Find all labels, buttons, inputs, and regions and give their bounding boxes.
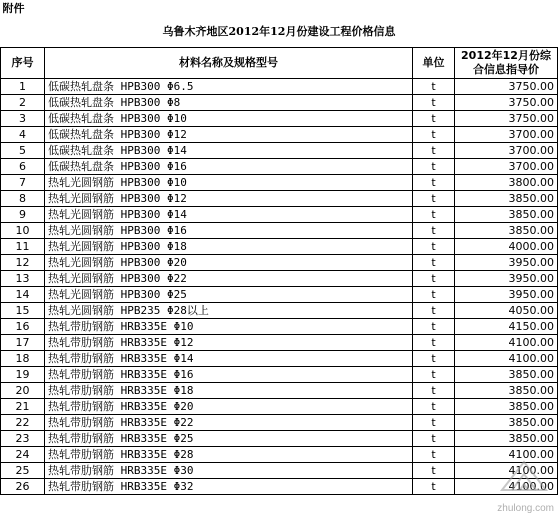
row-number[interactable]: 14 xyxy=(1,287,45,303)
row-number[interactable]: 1 xyxy=(1,79,45,95)
row-number[interactable]: 23 xyxy=(1,431,45,447)
header-name[interactable]: 材料名称及规格型号 xyxy=(45,48,413,79)
table-row xyxy=(1,271,558,287)
unit-cell[interactable]: t xyxy=(413,143,455,159)
unit-cell[interactable]: t xyxy=(413,255,455,271)
row-number[interactable]: 4 xyxy=(1,127,45,143)
title-row xyxy=(1,17,558,48)
material-name-cell[interactable]: 低碳热轧盘条 HPB300 Φ12 xyxy=(45,127,413,143)
price-cell[interactable]: 3850.00 xyxy=(455,415,558,431)
row-number[interactable]: 21 xyxy=(1,399,45,415)
table-row xyxy=(1,287,558,303)
material-name-cell[interactable]: 热轧带肋钢筋 HRB335E Φ10 xyxy=(45,319,413,335)
table-row xyxy=(1,207,558,223)
price-cell[interactable]: 3850.00 xyxy=(455,207,558,223)
table-row xyxy=(1,159,558,175)
unit-cell[interactable]: t xyxy=(413,383,455,399)
table-row xyxy=(1,367,558,383)
row-number[interactable]: 18 xyxy=(1,351,45,367)
unit-cell[interactable]: t xyxy=(413,415,455,431)
unit-cell[interactable]: t xyxy=(413,271,455,287)
price-cell[interactable]: 4100.00 xyxy=(455,335,558,351)
material-name-cell[interactable]: 低碳热轧盘条 HPB300 Φ14 xyxy=(45,143,413,159)
table-row xyxy=(1,351,558,367)
unit-cell[interactable]: t xyxy=(413,319,455,335)
price-cell[interactable]: 4050.00 xyxy=(455,303,558,319)
row-number[interactable]: 5 xyxy=(1,143,45,159)
material-name-cell[interactable]: 热轧带肋钢筋 HRB335E Φ22 xyxy=(45,415,413,431)
header-unit[interactable]: 单位 xyxy=(413,48,455,79)
material-name-cell[interactable]: 热轧带肋钢筋 HRB335E Φ18 xyxy=(45,383,413,399)
row-number[interactable]: 7 xyxy=(1,175,45,191)
table-row xyxy=(1,255,558,271)
unit-cell[interactable]: t xyxy=(413,159,455,175)
table-row xyxy=(1,319,558,335)
price-cell[interactable]: 3850.00 xyxy=(455,223,558,239)
row-number[interactable]: 22 xyxy=(1,415,45,431)
unit-cell[interactable]: t xyxy=(413,447,455,463)
attachment-label[interactable]: 附件 xyxy=(2,2,25,15)
price-cell[interactable]: 3850.00 xyxy=(455,367,558,383)
unit-cell[interactable]: t xyxy=(413,95,455,111)
row-number[interactable]: 2 xyxy=(1,95,45,111)
unit-cell[interactable]: t xyxy=(413,111,455,127)
price-cell[interactable]: 4100.00 xyxy=(455,479,558,495)
unit-cell[interactable]: t xyxy=(413,399,455,415)
table-row xyxy=(1,239,558,255)
row-number[interactable]: 19 xyxy=(1,367,45,383)
price-cell[interactable]: 3800.00 xyxy=(455,175,558,191)
unit-cell[interactable]: t xyxy=(413,303,455,319)
table-row xyxy=(1,79,558,95)
unit-cell[interactable]: t xyxy=(413,479,455,495)
header-seq[interactable]: 序号 xyxy=(1,48,45,79)
unit-cell[interactable]: t xyxy=(413,287,455,303)
row-number[interactable]: 9 xyxy=(1,207,45,223)
unit-cell[interactable]: t xyxy=(413,239,455,255)
material-name-cell[interactable]: 低碳热轧盘条 HPB300 Φ10 xyxy=(45,111,413,127)
price-cell[interactable]: 4100.00 xyxy=(455,351,558,367)
table-row xyxy=(1,143,558,159)
material-name-cell[interactable]: 热轧带肋钢筋 HRB335E Φ30 xyxy=(45,463,413,479)
unit-cell[interactable]: t xyxy=(413,463,455,479)
table-row xyxy=(1,175,558,191)
unit-cell[interactable]: t xyxy=(413,223,455,239)
unit-cell[interactable]: t xyxy=(413,207,455,223)
material-name-cell[interactable]: 热轧光圆钢筋 HPB300 Φ16 xyxy=(45,223,413,239)
material-name-cell[interactable]: 热轧带肋钢筋 HRB335E Φ28 xyxy=(45,447,413,463)
unit-cell[interactable]: t xyxy=(413,351,455,367)
table-row xyxy=(1,479,558,495)
price-cell[interactable]: 4000.00 xyxy=(455,239,558,255)
material-name-cell[interactable]: 热轧光圆钢筋 HPB300 Φ25 xyxy=(45,287,413,303)
table-row xyxy=(1,399,558,415)
page-title[interactable]: 乌鲁木齐地区2012年12月份建设工程价格信息 xyxy=(162,25,396,38)
material-name-cell[interactable]: 热轧光圆钢筋 HPB300 Φ14 xyxy=(45,207,413,223)
price-cell[interactable]: 3700.00 xyxy=(455,127,558,143)
row-number[interactable]: 20 xyxy=(1,383,45,399)
unit-cell[interactable]: t xyxy=(413,191,455,207)
material-name-cell[interactable]: 低碳热轧盘条 HPB300 Φ6.5 xyxy=(45,79,413,95)
price-cell[interactable]: 3700.00 xyxy=(455,143,558,159)
row-number[interactable]: 25 xyxy=(1,463,45,479)
price-cell[interactable]: 3950.00 xyxy=(455,271,558,287)
table-row xyxy=(1,191,558,207)
material-name-cell[interactable]: 热轧光圆钢筋 HPB300 Φ12 xyxy=(45,191,413,207)
unit-cell[interactable]: t xyxy=(413,175,455,191)
row-number[interactable]: 16 xyxy=(1,319,45,335)
row-number[interactable]: 8 xyxy=(1,191,45,207)
table-row xyxy=(1,303,558,319)
table-row xyxy=(1,415,558,431)
table-row xyxy=(1,463,558,479)
price-cell[interactable]: 4100.00 xyxy=(455,463,558,479)
material-name-cell[interactable]: 热轧带肋钢筋 HRB335E Φ32 xyxy=(45,479,413,495)
material-name-cell[interactable]: 热轧带肋钢筋 HRB335E Φ12 xyxy=(45,335,413,351)
table-row xyxy=(1,335,558,351)
unit-cell[interactable]: t xyxy=(413,127,455,143)
unit-cell[interactable]: t xyxy=(413,335,455,351)
row-number[interactable]: 11 xyxy=(1,239,45,255)
row-number[interactable]: 6 xyxy=(1,159,45,175)
table-row xyxy=(1,383,558,399)
material-name-cell[interactable]: 低碳热轧盘条 HPB300 Φ16 xyxy=(45,159,413,175)
row-number[interactable]: 12 xyxy=(1,255,45,271)
price-cell[interactable]: 3700.00 xyxy=(455,159,558,175)
price-cell[interactable]: 4100.00 xyxy=(455,447,558,463)
attachment-row xyxy=(1,0,558,17)
price-cell[interactable]: 3950.00 xyxy=(455,255,558,271)
unit-cell[interactable]: t xyxy=(413,367,455,383)
material-name-cell[interactable]: 低碳热轧盘条 HPB300 Φ8 xyxy=(45,95,413,111)
row-number[interactable]: 3 xyxy=(1,111,45,127)
material-name-cell[interactable]: 热轧光圆钢筋 HPB300 Φ10 xyxy=(45,175,413,191)
material-name-cell[interactable]: 热轧带肋钢筋 HRB335E Φ20 xyxy=(45,399,413,415)
table-row xyxy=(1,95,558,111)
price-cell[interactable]: 3750.00 xyxy=(455,79,558,95)
price-cell[interactable]: 3850.00 xyxy=(455,431,558,447)
table-row xyxy=(1,431,558,447)
material-name-cell[interactable]: 热轧带肋钢筋 HRB335E Φ16 xyxy=(45,367,413,383)
price-cell[interactable]: 4150.00 xyxy=(455,319,558,335)
table-row xyxy=(1,447,558,463)
row-number[interactable]: 26 xyxy=(1,479,45,495)
price-cell[interactable]: 3750.00 xyxy=(455,111,558,127)
header-row xyxy=(1,48,558,79)
row-number[interactable]: 15 xyxy=(1,303,45,319)
price-cell[interactable]: 3850.00 xyxy=(455,399,558,415)
unit-cell[interactable]: t xyxy=(413,431,455,447)
price-cell[interactable]: 3850.00 xyxy=(455,383,558,399)
watermark-text: zhulong.com xyxy=(497,503,554,514)
price-cell[interactable]: 3950.00 xyxy=(455,287,558,303)
row-number[interactable]: 24 xyxy=(1,447,45,463)
material-name-cell[interactable]: 热轧光圆钢筋 HPB300 Φ20 xyxy=(45,255,413,271)
table-row xyxy=(1,127,558,143)
table-row xyxy=(1,223,558,239)
header-price[interactable]: 2012年12月份综合信息指导价 xyxy=(455,48,558,79)
material-name-cell[interactable]: 热轧光圆钢筋 HPB235 Φ28以上 xyxy=(45,303,413,319)
row-number[interactable]: 10 xyxy=(1,223,45,239)
material-name-cell[interactable]: 热轧光圆钢筋 HPB300 Φ18 xyxy=(45,239,413,255)
table-row xyxy=(1,111,558,127)
row-number[interactable]: 13 xyxy=(1,271,45,287)
material-name-cell[interactable]: 热轧带肋钢筋 HRB335E Φ14 xyxy=(45,351,413,367)
material-name-cell[interactable]: 热轧带肋钢筋 HRB335E Φ25 xyxy=(45,431,413,447)
row-number[interactable]: 17 xyxy=(1,335,45,351)
material-name-cell[interactable]: 热轧光圆钢筋 HPB300 Φ22 xyxy=(45,271,413,287)
unit-cell[interactable]: t xyxy=(413,79,455,95)
price-cell[interactable]: 3850.00 xyxy=(455,191,558,207)
price-cell[interactable]: 3750.00 xyxy=(455,95,558,111)
